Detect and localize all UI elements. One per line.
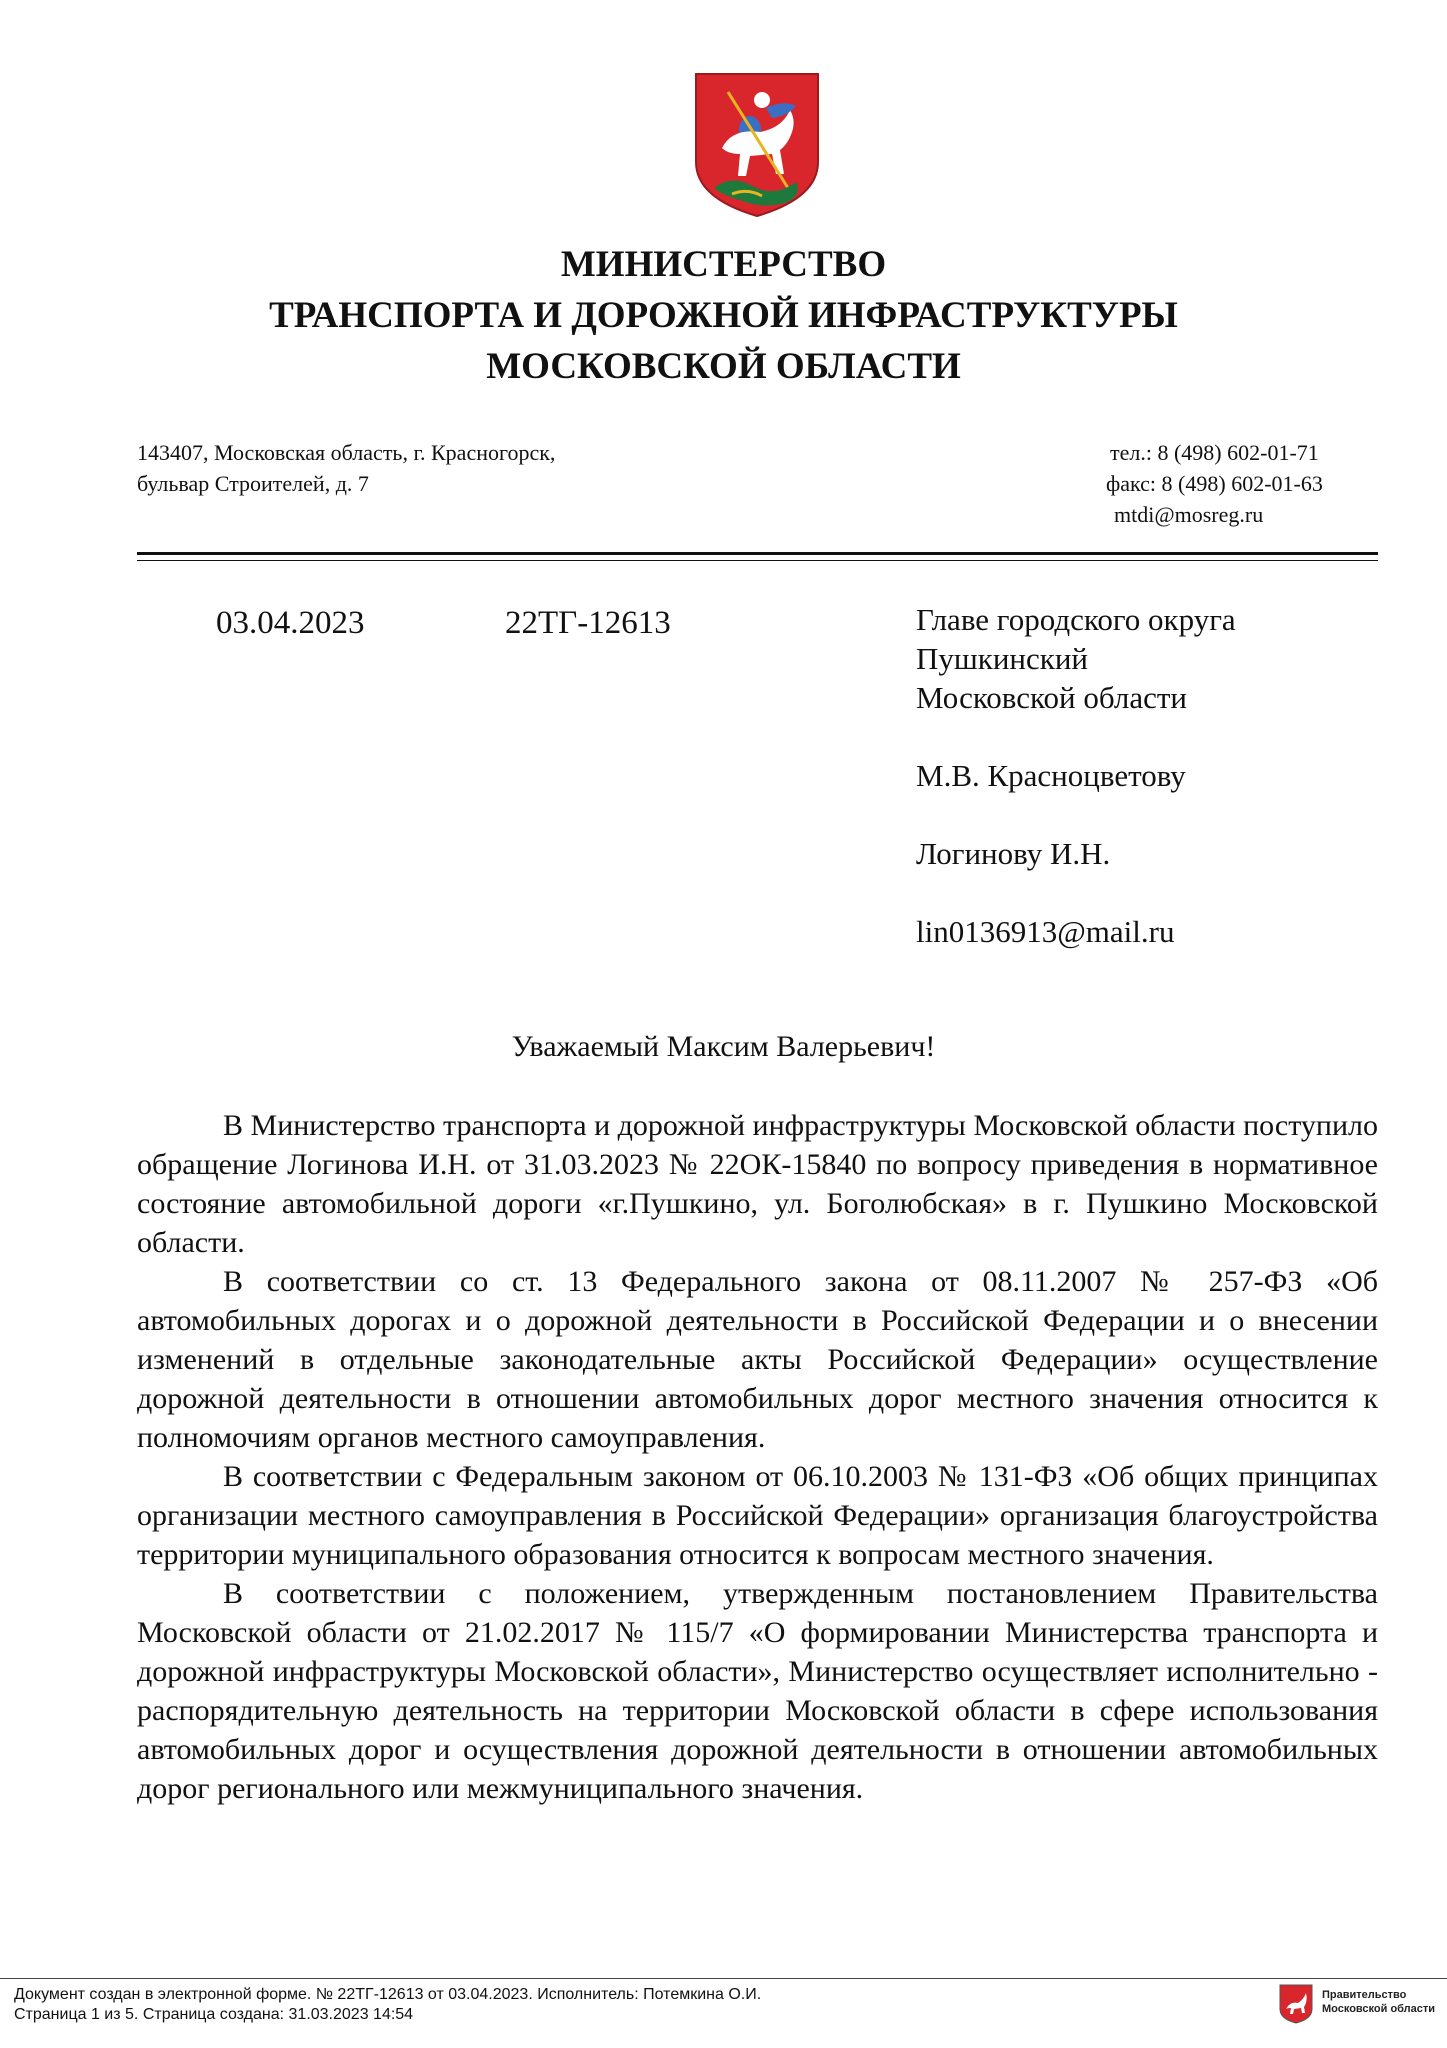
footer-info [14,1985,761,2025]
footer-line-1: Документ создан в электронной форме. № 22ТГ-12613 от 03.04.2023. Исполнитель: Потемкина О.И. [14,1986,762,2003]
recipient-line-3: Московской области [916,680,1187,715]
phone: тел.: 8 (498) 602-01-71 [1110,440,1319,465]
footer-divider [0,1978,1447,1979]
gov-label-line-2: Московской области [1322,2003,1436,2015]
coat-of-arms-icon [692,70,822,220]
recipient-name: М.В. Красноцветову [916,758,1186,793]
copy-recipient: Логинову И.Н. [916,836,1111,871]
paragraph-3: В соответствии с Федеральным законом от 06.10.2003 № 131-ФЗ «Об общих принципах организации местного самоуправления в Российской Федерации» организация благоустройства территории муниципального образования относится к вопросам местного значения. [137,1460,1378,1571]
paragraph-2: В соответствии со ст. 13 Федерального закона от 08.11.2007 № 257-ФЗ «Об автомобильных дорогах и о дорожной деятельности в Российской Федерации и о внесении изменений в отдельные законодательные акты Российской Федерации» осуществление дорожной деятельности в отношении автомобильных дорог местного значения относится к полномочиям органов местного самоуправления. [137,1265,1378,1454]
ministry-title-line-3: МОСКОВСКОЙ ОБЛАСТИ [486,346,961,387]
paragraph-4: В соответствии с положением, утвержденным постановлением Правительства Московской области от 21.02.2017 № 115/7 «О формировании Министерства транспорта и дорожной инфраструктуры Московской области», Министерство осуществляет исполнительно - распорядительную деятельность на территории Московской области в сфере использования автомобильных дорог и осуществления дорожной деятельности в отношении автомобильных дорог регионального или межмуниципального значения. [137,1577,1378,1805]
recipient-email: lin0136913@mail.ru [916,914,1175,949]
recipient-line-2: Пушкинский [916,641,1088,676]
government-coat-of-arms-icon [1278,1983,1314,2025]
document-date: 03.04.2023 [216,605,365,641]
paragraph-1: В Министерство транспорта и дорожной инфраструктуры Московской области поступило обращение Логинова И.Н. от 31.03.2023 № 22ОК-15840 по вопросу приведения в нормативное состояние автомобильной дороги «г.Пушкино, ул. Боголюбская» в г. Пушкино Московской области. [137,1109,1378,1259]
recipient-line-1: Главе городского округа [916,602,1236,637]
footer-line-2: Страница 1 из 5. Страница создана: 31.03.2023 14:54 [14,2006,414,2023]
government-label [1322,1988,1435,2016]
ministry-title-line-2: ТРАНСПОРТА И ДОРОЖНОЙ ИНФРАСТРУКТУРЫ [269,295,1178,336]
address-line-1: 143407, Московская область, г. Красногорск, [137,440,556,465]
document-number: 22ТГ-12613 [505,605,671,641]
gov-label-line-1: Правительство [1322,1989,1407,2001]
greeting: Уважаемый Максим Валерьевич! [511,1030,936,1063]
ministry-email: mtdi@mosreg.ru [1114,502,1264,527]
fax: факс: 8 (498) 602-01-63 [1106,471,1323,496]
ministry-title-line-1: МИНИСТЕРСТВО [560,244,887,285]
address-line-2: бульвар Строителей, д. 7 [137,471,369,496]
letter-body [137,1106,1378,1808]
header-divider-thick [137,552,1378,555]
header-divider-thin [137,560,1378,561]
